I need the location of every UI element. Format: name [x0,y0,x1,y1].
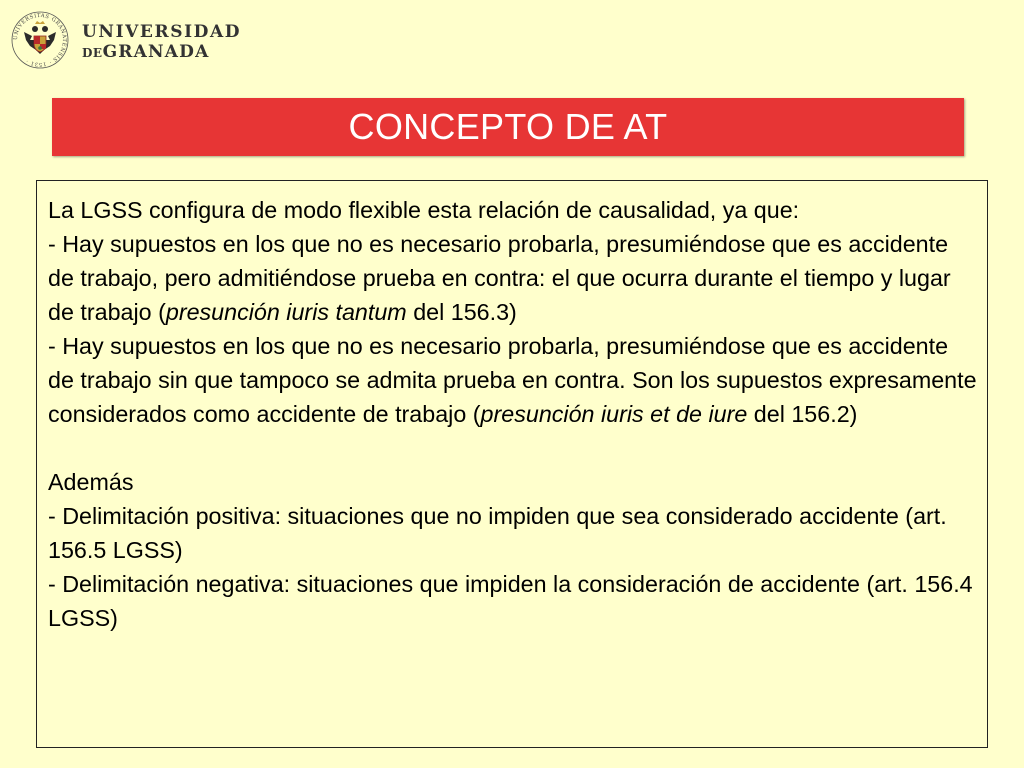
point1-text-before: - Hay supuestos en los que no es necesario probarla, presumiéndose que es accidente de trabajo, pero admitiéndose prueba en contra: el que ocurra durante el tiempo y lugar de trabajo ( [48,231,951,325]
negative-delimitation: - Delimitación negativa: situaciones que impiden la consideración de accidente (art. 156.4 LGSS) [48,571,973,631]
slide-title-bar [52,98,964,156]
intro-text: La LGSS configura de modo flexible esta relación de causalidad, ya que: [48,197,800,223]
paragraph-gap [48,431,977,465]
positive-delimitation: - Delimitación positiva: situaciones que no impiden que sea considerado accidente (art. 156.5 LGSS) [48,503,947,563]
university-name-line2 [82,42,241,63]
ademas-heading: Además [48,469,134,495]
point-iuris-et-de-iure [48,329,977,431]
content-box [36,180,988,748]
point-iuris-tantum [48,227,977,329]
point1-text-after: del 156.3) [406,299,517,325]
university-name [82,22,241,63]
point1-italic: presunción iuris tantum [165,299,407,325]
point2-text-after: del 156.2) [747,401,858,427]
university-crest-icon [10,10,70,70]
university-name-line1: UNIVERSIDAD [82,22,242,42]
point2-text-before: - Hay supuestos en los que no es necesario probarla, presumiéndose que es accidente de trabajo sin que tampoco se admita prueba en contra. Son los supuestos expresamente considerados como accidente de trabajo ( [48,333,977,427]
university-name-prefix: DE [82,46,103,60]
crest-ring-text: UNIVERSITAS GRANATENSIS · 1531 · [12,12,68,68]
slide-title: CONCEPTO DE AT [348,106,668,147]
university-name-main: GRANADA [102,42,210,62]
point2-italic: presunción iuris et de iure [480,401,748,427]
